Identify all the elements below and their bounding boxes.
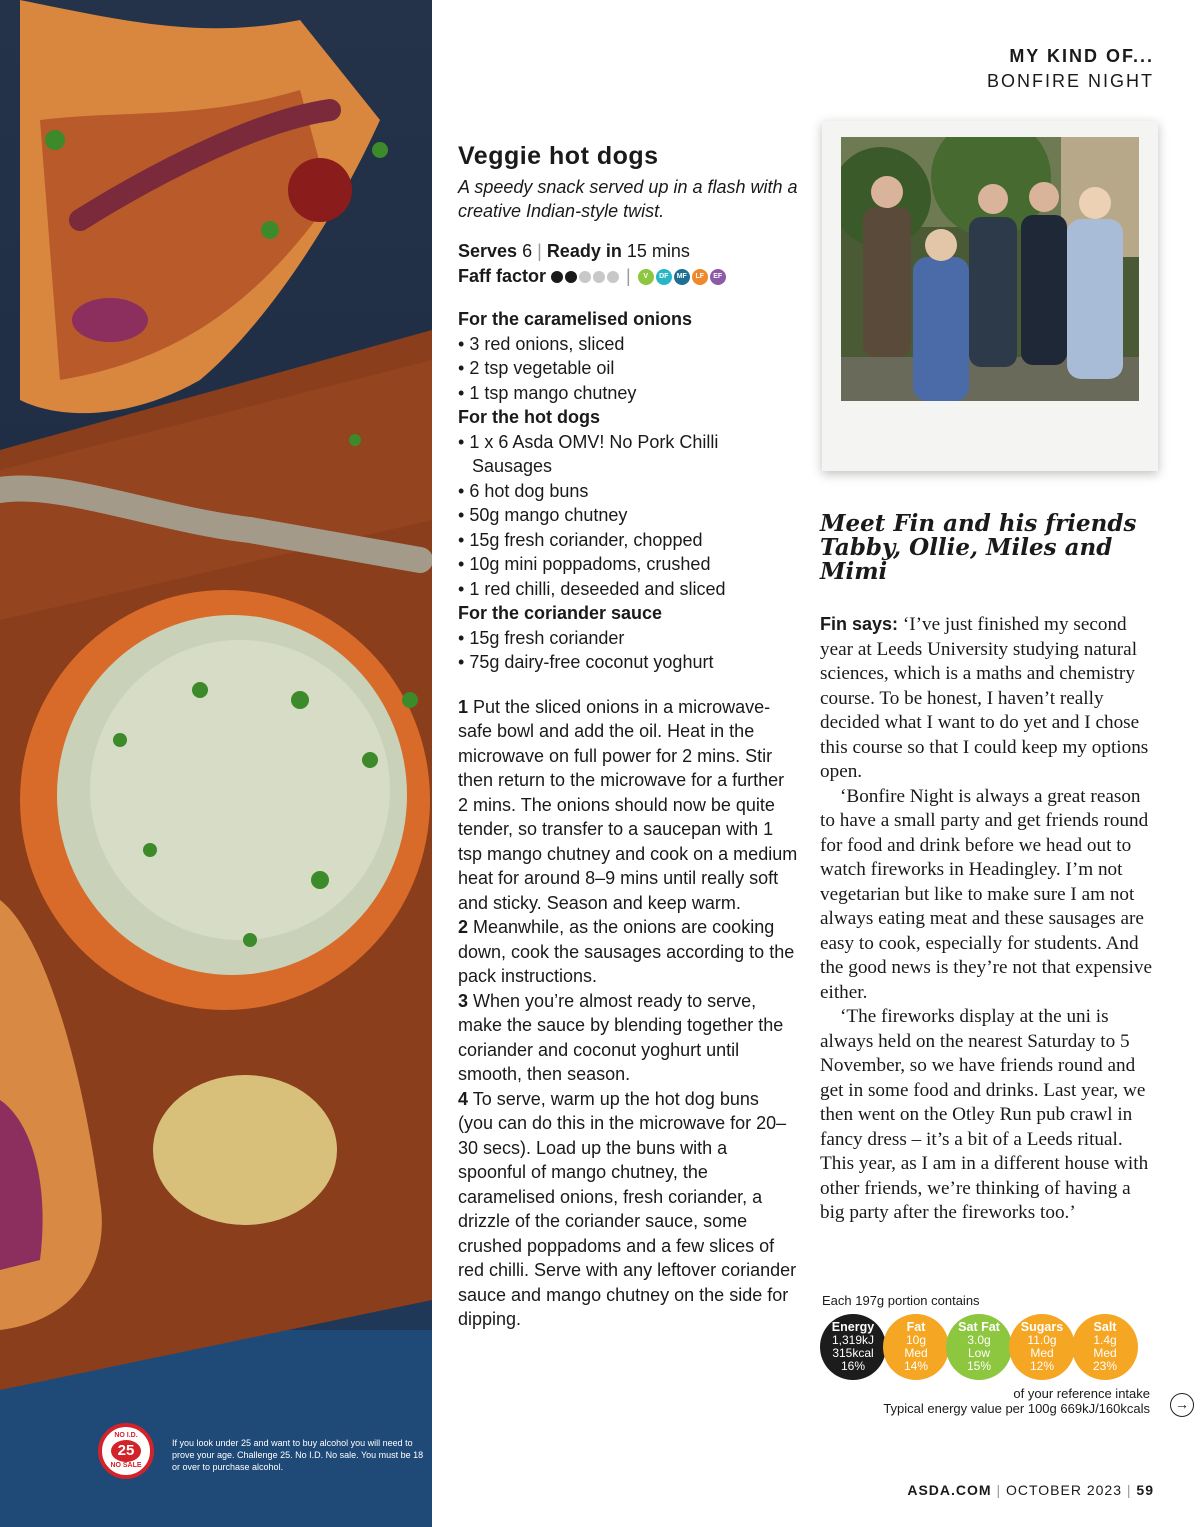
badge-top-text: NO I.D. xyxy=(114,1432,138,1439)
bullet: • xyxy=(458,627,470,648)
footer-site: ASDA.COM xyxy=(907,1482,992,1498)
nutrition-panel xyxy=(820,1293,1150,1416)
bullet: • xyxy=(458,431,470,452)
nutrition-line1: 11.0g xyxy=(1027,1333,1057,1347)
diet-badge: EF xyxy=(710,269,726,285)
friends-photo xyxy=(841,137,1139,401)
nutrition-line2: Med xyxy=(1030,1346,1054,1360)
nutrition-label: Sat Fat xyxy=(958,1320,1000,1334)
serves-value: 6 xyxy=(522,241,533,261)
friends-body xyxy=(820,612,1158,1226)
method-step xyxy=(458,989,798,1087)
faff-dot xyxy=(607,271,619,283)
recipe-meta xyxy=(458,239,798,289)
diet-badges xyxy=(636,266,726,286)
diet-badge: MF xyxy=(674,269,690,285)
page-footer: ASDA.COM | OCTOBER 2023 | 59 xyxy=(907,1482,1154,1498)
faff-dot xyxy=(579,271,591,283)
nutrition-circles xyxy=(820,1314,1150,1380)
portion-label: Each 197g portion contains xyxy=(822,1293,980,1308)
bullet: • xyxy=(458,652,470,672)
ingredient-group-heading: For the hot dogs xyxy=(458,407,600,427)
friends-photo-illustration xyxy=(841,137,1139,401)
friends-title: Meet Fin and his friends Tabby, Ollie, Miles and Mimi xyxy=(820,510,1137,585)
next-page-arrow-icon[interactable]: → xyxy=(1170,1393,1194,1417)
friends-para-1-text: ‘I’ve just finished my second year at Leeds University studying natural sciences, which is a maths and chemistry course. To be honest, I haven’t really decided what I want to do yet and I chose this course so that I could keep my options open. xyxy=(820,614,1149,782)
bullet: • xyxy=(458,333,470,354)
nutrition-pct: 23% xyxy=(1092,1359,1118,1373)
ingredient-text: 10g mini poppadoms, crushed xyxy=(469,554,711,574)
recipe-intro: A speedy snack served up in a flash with a creative Indian-style twist. xyxy=(458,177,798,221)
method-steps xyxy=(458,695,798,1332)
step-number: 2 xyxy=(458,917,469,937)
nutrition-line2: Low xyxy=(967,1346,990,1360)
step-text: Meanwhile, as the onions are cooking down, cook the sausages according to the pack instructions. xyxy=(458,917,795,986)
nutrition-circle xyxy=(1009,1314,1075,1380)
nutrition-label: Sugars xyxy=(1020,1320,1064,1334)
ingredient-item xyxy=(458,479,798,504)
ingredient-item xyxy=(458,626,798,651)
step-text: Put the sliced onions in a microwave-safe bowl and add the oil. Heat in the microwave on full power for 2 mins. Stir then return to the microwave for a further 2 mins. The onions should now be quite tender, so transfer to a saucepan with 1 tsp mango chutney and cook on a medium heat for around 8–9 mins until really soft and sticky. Season and keep warm. xyxy=(458,696,798,913)
nutrition-line1: 1,319kJ xyxy=(831,1333,875,1347)
ingredient-text: 1 tsp mango chutney xyxy=(469,382,637,403)
friends-para-1 xyxy=(820,612,1158,785)
step-number: 4 xyxy=(458,1088,469,1109)
kicker-line-1: MY KIND OF... xyxy=(1009,46,1154,66)
diet-badge: LF xyxy=(692,269,708,285)
method-step xyxy=(458,915,798,989)
faff-dot xyxy=(593,271,605,283)
method-step xyxy=(458,1087,798,1332)
nutrition-pct: 16% xyxy=(840,1359,866,1373)
badge-number: 25 xyxy=(111,1440,141,1462)
friends-para-3: ‘The fireworks display at the uni is always held on the nearest Saturday to 5 November, so we have friends round and get in some food and drinks. Last year, we then went on the Otley Run pub crawl in fancy dress – it’s a bit of a Leeds ritual. This year, as I am in a different house with other friends, we’re thinking of having a big party after the fireworks too.’ xyxy=(820,1006,1149,1223)
faff-line: Faff factor | V DF MF LF EF xyxy=(458,264,798,289)
recipe-title: Veggie hot dogs xyxy=(458,142,659,170)
nutrition-line2: Med xyxy=(1093,1346,1117,1360)
faff-dot xyxy=(551,271,563,283)
footer-page-number: 59 xyxy=(1136,1482,1154,1498)
nutrition-pct: 15% xyxy=(966,1359,992,1373)
typical-energy-text: Typical energy value per 100g 669kJ/160kcals xyxy=(883,1401,1150,1416)
nutrition-label: Energy xyxy=(831,1320,875,1334)
diet-badge: DF xyxy=(656,269,672,285)
ingredient-item xyxy=(458,381,798,406)
friends-para-2: ‘Bonfire Night is always a great reason to have a small party and get friends round for food and drink before we head out to watch fireworks in Headingley. I’m not vegetarian but like to make sure I am not always eating meat and these sausages are easy to cook, especially for students. And the good news is they’re not that expensive either. xyxy=(820,785,1152,1003)
bullet: • xyxy=(458,480,470,501)
footer-issue: OCTOBER 2023 xyxy=(1005,1482,1122,1498)
nutrition-line1: 10g xyxy=(905,1333,927,1347)
ingredient-item xyxy=(458,503,798,528)
nutrition-circle xyxy=(946,1314,1012,1380)
bullet: • xyxy=(458,578,470,599)
ingredient-item xyxy=(458,577,798,602)
nutrition-circle xyxy=(883,1314,949,1380)
ref-intake-text: of your reference intake xyxy=(1013,1386,1150,1401)
step-number: 3 xyxy=(458,990,469,1011)
ingredients-list xyxy=(458,307,798,675)
reference-intake-note xyxy=(820,1386,1150,1416)
nutrition-label: Salt xyxy=(1093,1320,1117,1334)
bullet: • xyxy=(458,505,470,525)
nutrition-circle xyxy=(820,1314,886,1380)
food-illustration xyxy=(0,0,432,1527)
method-step xyxy=(458,695,798,916)
ready-label: Ready in xyxy=(546,241,622,261)
ingredient-text: 15g fresh coriander, chopped xyxy=(469,529,703,550)
bullet: • xyxy=(458,554,470,574)
step-number: 1 xyxy=(458,696,469,717)
ingredient-text: 6 hot dog buns xyxy=(469,480,589,501)
ready-value: 15 mins xyxy=(626,241,690,261)
ingredient-text: 15g fresh coriander xyxy=(469,627,625,648)
fin-says-lead: Fin says: xyxy=(820,614,899,634)
serves-ready-line: Serves 6 | Ready in 15 mins xyxy=(458,241,690,261)
faff-label: Faff factor xyxy=(458,266,547,286)
nutrition-line2: 315kcal xyxy=(832,1346,874,1360)
ingredient-item xyxy=(458,430,798,479)
polaroid-frame xyxy=(822,121,1158,471)
ingredient-group-heading: For the coriander sauce xyxy=(458,603,663,623)
ingredient-item xyxy=(458,332,798,357)
ingredient-text: 50g mango chutney xyxy=(469,505,628,525)
step-text: To serve, warm up the hot dog buns (you can do this in the microwave for 20–30 secs). Load up the buns with a spoonful of mango chutney, the caramelised onions, fresh coriander, a drizzle of the coriander sauce, some crushed poppadoms and a few slices of red chilli. Serve with any leftover coriander sauce and mango chutney on the side for dipping. xyxy=(458,1088,797,1329)
nutrition-line1: 3.0g xyxy=(967,1333,991,1347)
ingredient-text: 2 tsp vegetable oil xyxy=(469,358,615,378)
ingredient-item xyxy=(458,528,798,553)
kicker-line-2: BONFIRE NIGHT xyxy=(986,71,1154,91)
ingredient-item xyxy=(458,650,798,675)
bullet: • xyxy=(458,382,470,403)
badge-bottom-text: NO SALE xyxy=(110,1462,142,1469)
ingredient-text: 3 red onions, sliced xyxy=(469,333,625,354)
ingredient-group-heading: For the caramelised onions xyxy=(458,309,693,329)
friends-column xyxy=(820,512,1158,1226)
food-photo xyxy=(0,0,432,1527)
nutrition-pct: 14% xyxy=(903,1359,929,1373)
serves-label: Serves xyxy=(458,241,518,261)
nutrition-circle xyxy=(1072,1314,1138,1380)
bullet: • xyxy=(458,529,470,550)
bullet: • xyxy=(458,358,470,378)
nutrition-pct: 12% xyxy=(1029,1359,1055,1373)
nutrition-line1: 1.4g xyxy=(1093,1333,1117,1347)
ingredient-text: 75g dairy-free coconut yoghurt xyxy=(469,652,714,672)
ingredient-item xyxy=(458,552,798,577)
section-kicker xyxy=(987,46,1154,92)
faff-rating xyxy=(551,266,621,286)
nutrition-line2: Med xyxy=(904,1346,928,1360)
ingredient-text: 1 x 6 Asda OMV! No Pork Chilli Sausages xyxy=(469,431,719,476)
diet-badge: V xyxy=(638,269,654,285)
challenge-25-badge xyxy=(98,1423,154,1479)
nutrition-label: Fat xyxy=(906,1320,926,1334)
ingredient-text: 1 red chilli, deseeded and sliced xyxy=(469,578,726,599)
faff-dot xyxy=(565,271,577,283)
age-notice-text: If you look under 25 and want to buy alcohol you will need to prove your age. Challenge 25. No I.D. No sale. You must be 18 or over to purchase alcohol. xyxy=(172,1438,424,1472)
recipe-column xyxy=(458,142,798,1332)
ingredient-item xyxy=(458,356,798,381)
step-text: When you’re almost ready to serve, make the sauce by blending together the coriander and coconut yoghurt until smooth, then season. xyxy=(458,990,784,1084)
